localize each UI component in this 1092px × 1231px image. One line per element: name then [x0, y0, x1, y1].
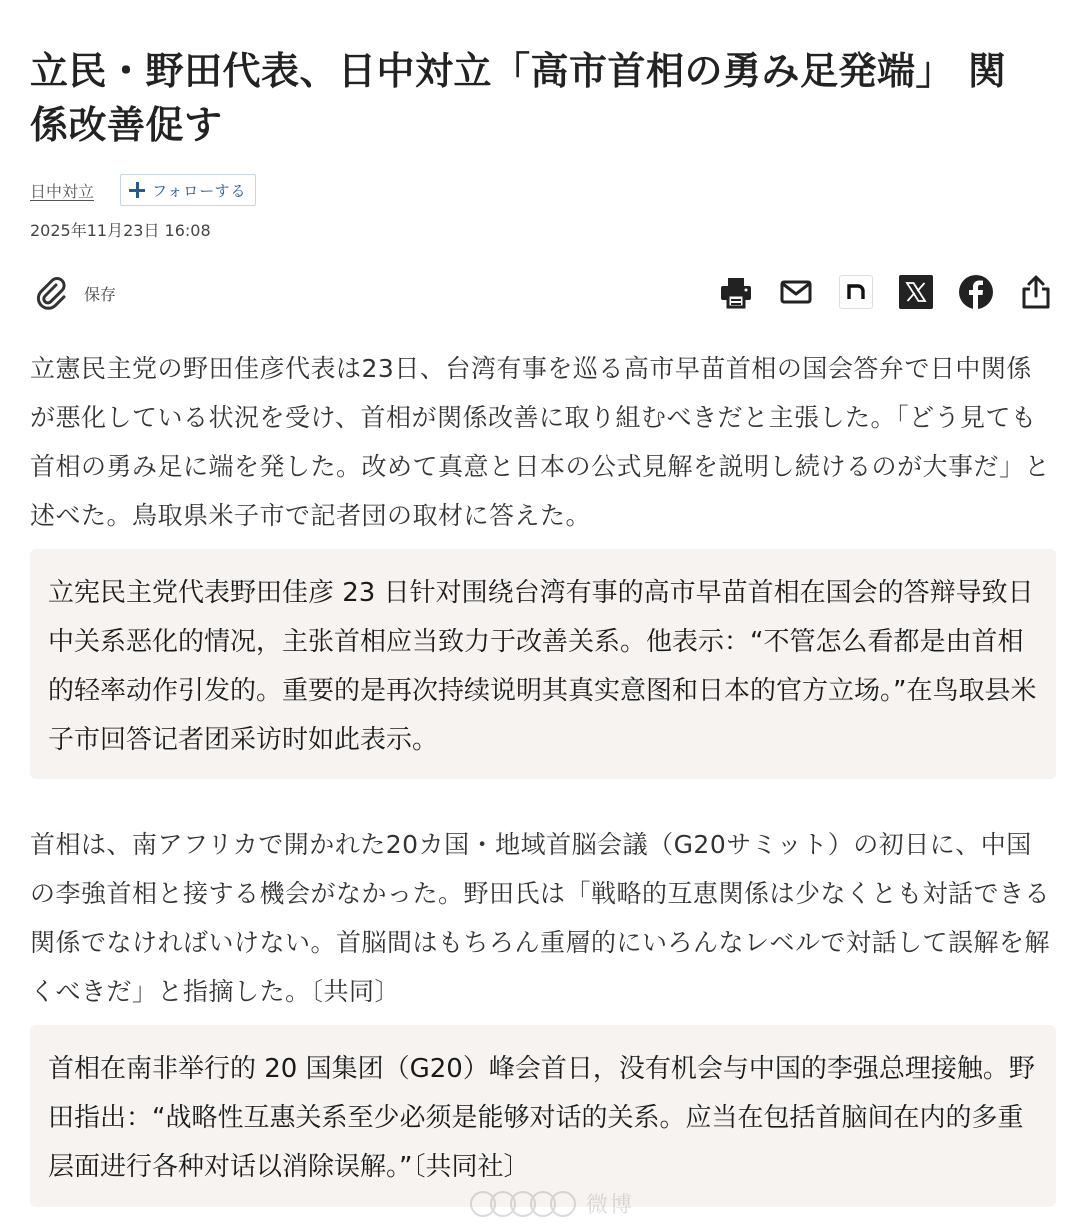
note-button[interactable]: [836, 272, 876, 312]
note-icon: [839, 275, 873, 309]
plus-icon: [127, 180, 147, 200]
weibo-watermark: [470, 1188, 634, 1219]
x-icon: [899, 275, 933, 309]
share-icons: [696, 272, 1056, 312]
follow-button[interactable]: [120, 174, 256, 206]
translation-text-1: 立宪民主党代表野田佳彦 23 日针对围绕台湾有事的高市早苗首相在国会的答辩导致日中关系恶化的情况，主张首相应当致力于改善关系。他表示：“不管怎么看都是由首相的轻率动作引发的。重要的是再次持续说明其真实意图和日本的官方立场。”在鸟取县米子市回答记者团采访时如此表示。: [48, 578, 1037, 755]
save-label: 保存: [84, 284, 117, 304]
topic-row: [30, 172, 256, 208]
watermark-text: 微博: [586, 1193, 635, 1218]
translation-block-1: [30, 549, 1056, 779]
share-icon: [1019, 274, 1053, 310]
follow-button-label: フォローする: [152, 181, 247, 200]
save-button[interactable]: [34, 276, 116, 310]
article-paragraph-2: 首相は、南アフリカで開かれた20カ国・地域首脳会議（G20サミット）の初日に、中国の李強首相と接する機会がなかった。野田氏は「戦略的互恵関係は少なくとも対話できる関係でなければいけない。首脳間はもちろん重層的にいろんなレベルで対話して誤解を解くべきだ」と指摘した。〔共同〕: [30, 830, 1051, 1006]
share-button[interactable]: [1016, 272, 1056, 312]
mail-button[interactable]: [776, 272, 816, 312]
facebook-share-button[interactable]: [956, 272, 996, 312]
topic-link[interactable]: 日中対立: [30, 181, 95, 201]
translation-text-2: 首相在南非举行的 20 国集团（G20）峰会首日，没有机会与中国的李强总理接触。野田指出：“战略性互惠关系至少必须是能够对话的关系。应当在包括首脑间在内的多重层面进行各种对话以消除误解。”〔共同社〕: [48, 1054, 1035, 1182]
print-icon: [719, 275, 753, 309]
mail-icon: [779, 275, 813, 309]
article-paragraph-1: 立憲民主党の野田佳彦代表は23日、台湾有事を巡る高市早苗首相の国会答弁で日中関係が悪化している状況を受け、首相が関係改善に取り組むべきだと主張した。「どう見ても首相の勇み足に端を発した。改めて真意と日本の公式見解を説明し続けるのが大事だ」と述べた。鳥取県米子市で記者団の取材に答えた。: [30, 354, 1051, 530]
translation-block-2: [30, 1025, 1056, 1207]
print-button[interactable]: [716, 272, 756, 312]
x-share-button[interactable]: [896, 272, 936, 312]
facebook-icon: [958, 274, 994, 310]
article-headline: 立民・野田代表、日中対立「高市首相の勇み足発端」 関係改善促す: [30, 49, 1007, 147]
watermark-logo-icon: [470, 1191, 570, 1217]
publish-date: 2025年11月23日 16:08: [30, 221, 211, 240]
article-toolbar: [30, 268, 1056, 318]
paperclip-icon: [34, 276, 68, 310]
